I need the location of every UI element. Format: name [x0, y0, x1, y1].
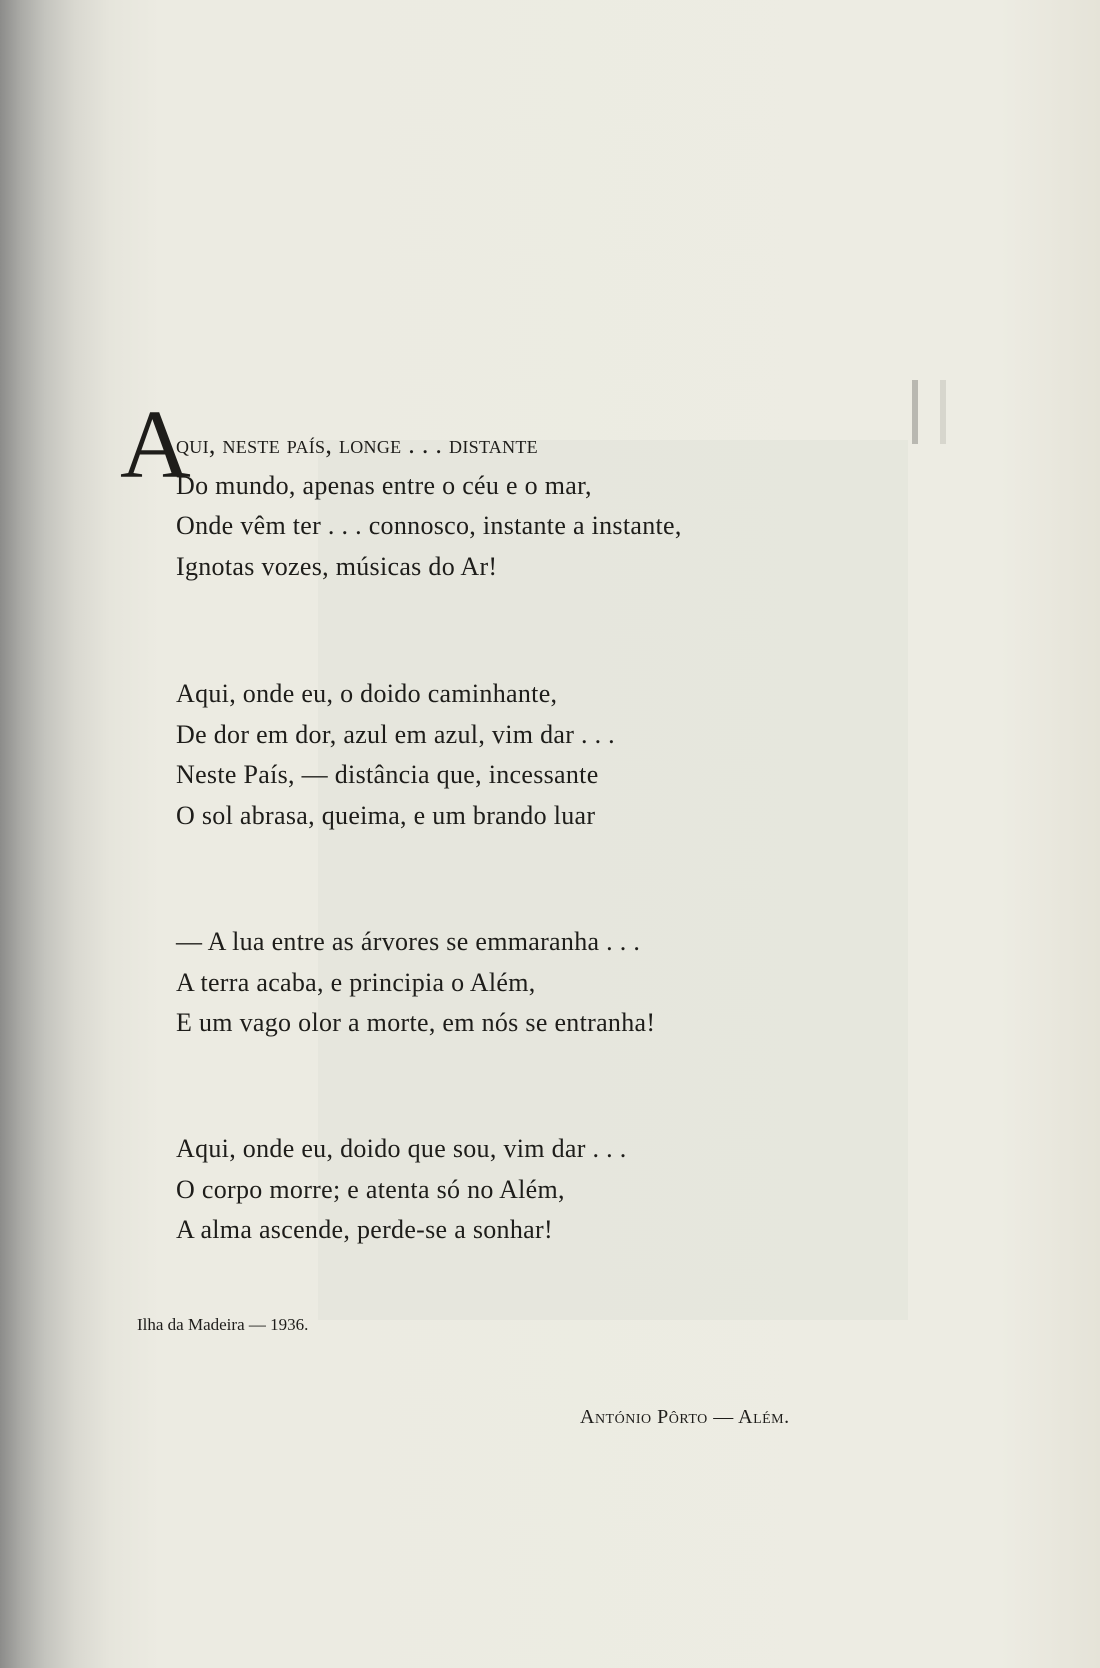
stanza-2-line-2: De dor em dor, azul em azul, vim dar . . .: [176, 719, 615, 749]
stanza-3: [176, 922, 655, 1044]
stanza-1-line-1-text: qui, neste país, longe . . . distante: [176, 430, 538, 459]
stanza-3-line-2: A terra acaba, e principia o Além,: [176, 967, 536, 997]
stanza-2-line-4: O sol abrasa, queima, e um brando luar: [176, 800, 596, 830]
stanza-1-line-2: Do mundo, apenas entre o céu e o mar,: [176, 470, 592, 500]
stanza-4-line-3: A alma ascende, perde-se a sonhar!: [176, 1215, 553, 1244]
stanza-3-line-1: — A lua entre as árvores se emmaranha . . .: [176, 927, 641, 956]
stanza-1-line-3: Onde vêm ter . . . connosco, instante a instante,: [176, 511, 682, 540]
stanza-1-line-4: Ignotas vozes, músicas do Ar!: [176, 551, 498, 581]
stanza-2-line-3: Neste País, — distância que, incessante: [176, 760, 599, 789]
author-signature: António Pôrto — Além.: [580, 1406, 790, 1428]
stanza-1-line-1: [176, 425, 682, 466]
location-date: Ilha da Madeira — 1936.: [137, 1315, 309, 1334]
stanza-1: [176, 425, 682, 587]
stanza-4-line-1: Aqui, onde eu, doido que sou, vim dar . . .: [176, 1134, 627, 1163]
stanza-2: [176, 674, 615, 836]
stanza-4-line-2: O corpo morre; e atenta só no Além,: [176, 1174, 565, 1204]
stanza-4: [176, 1129, 627, 1251]
stanza-2-line-1: Aqui, onde eu, o doido caminhante,: [176, 679, 558, 708]
show-through-mark: [912, 380, 946, 444]
stanza-3-line-3: E um vago olor a morte, em nós se entranha!: [176, 1008, 656, 1037]
drop-cap: A: [120, 391, 191, 499]
